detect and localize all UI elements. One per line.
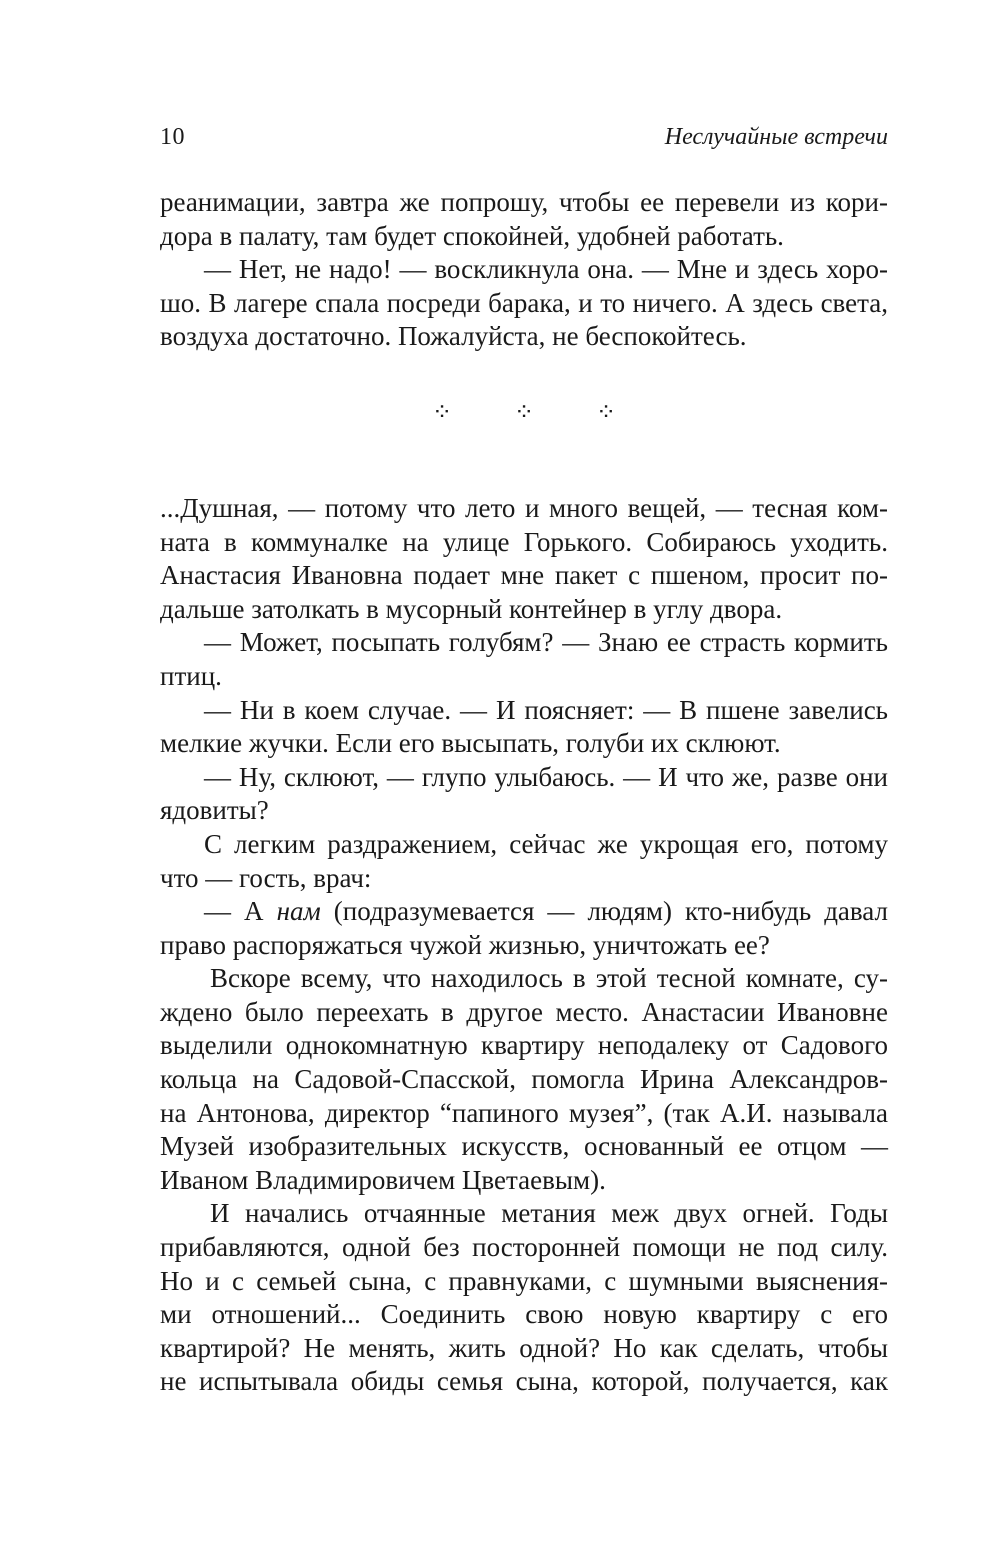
text-line: ядовиты?	[160, 795, 269, 826]
text-line: не испытывала обиды семья сына, которой, получается, как	[160, 1366, 888, 1397]
text-line: — Ну, склюют, — глупо улыбаюсь. — И что же, разве они	[204, 761, 888, 792]
text-line: квартирой? Не менять, жить одной? Но как сделать, чтобы	[160, 1332, 888, 1363]
text-line: мелкие жучки. Если его высыпать, голуби их склюют.	[160, 728, 781, 759]
section-separator	[160, 393, 888, 433]
text-line: выделили однокомнатную квартиру неподалеку от Садового	[160, 1030, 888, 1061]
text-line: дора в палату, там будет спокойней, удобней работать.	[160, 220, 784, 251]
text-line: что — гость, врач:	[160, 862, 372, 893]
separator-ornament-icon: ⁘	[513, 399, 535, 426]
text-line: — Нет, не надо! — воскликнула она. — Мне и здесь хоро-	[204, 254, 888, 285]
text-line: дальше затолкать в мусорный контейнер в углу двора.	[160, 593, 783, 624]
text-line: — Может, посыпать голубям? — Знаю ее страсть кормить	[204, 627, 888, 658]
body-text	[160, 186, 888, 1399]
text-line: ждено было переехать в другое место. Анастасии Ивановне	[160, 996, 888, 1027]
book-title: Неслучайные встречи	[664, 124, 888, 150]
italic-word: нам	[276, 896, 321, 927]
text-line: воздуха достаточно. Пожалуйста, не беспокойтесь.	[160, 321, 747, 352]
text-line: Вскоре всему, что находилось в этой тесной комнате, су-	[210, 963, 888, 994]
text-line: ната в коммуналке на улице Горького. Собираюсь уходить.	[160, 526, 888, 557]
text-line: птиц.	[160, 660, 222, 691]
text-line: право распоряжаться чужой жизнью, уничтожать ее?	[160, 929, 770, 960]
text-line: на Антонова, директор “папиного музея”, (так А.И. называла	[160, 1097, 888, 1128]
text-line: — Ни в коем случае. — И поясняет: — В пшене завелись	[204, 694, 888, 725]
text-line: ми отношений... Соединить свою новую квартиру с его	[160, 1299, 888, 1330]
text-line: реанимации, завтра же попрошу, чтобы ее перевели из кори-	[160, 187, 888, 217]
text-line: И начались отчаянные метания меж двух огней. Годы	[210, 1198, 888, 1229]
text-run: — А	[204, 896, 277, 927]
separator-ornament-icon: ⁘	[431, 399, 453, 426]
text-line: шо. В лагере спала посреди барака, и то ничего. А здесь света,	[160, 287, 888, 318]
text-line: кольца на Садовой-Спасской, помогла Ирина Александров-	[160, 1064, 888, 1095]
text-line: Но и с семьей сына, с правнуками, с шумными выяснения-	[160, 1265, 888, 1296]
text-line-with-italic	[160, 895, 888, 929]
text-run: (подразумевается — людям) кто-нибудь давал	[320, 896, 889, 927]
text-line: ...Душная, — потому что лето и много вещей, — тесная ком-	[160, 492, 888, 523]
text-line: Музей изобразительных искусств, основанный ее отцом —	[160, 1131, 888, 1162]
text-line: Анастасия Ивановна подает мне пакет с пшеном, просит по-	[160, 560, 888, 591]
page-number: 10	[160, 124, 185, 150]
separator-ornament-icon: ⁘	[595, 399, 617, 426]
text-line: прибавляются, одной без посторонней помощи не под силу.	[160, 1232, 888, 1263]
text-line: С легким раздражением, сейчас же укрощая его, потому	[204, 828, 888, 859]
running-head	[160, 124, 888, 160]
text-line: Иваном Владимировичем Цветаевым).	[160, 1164, 606, 1195]
